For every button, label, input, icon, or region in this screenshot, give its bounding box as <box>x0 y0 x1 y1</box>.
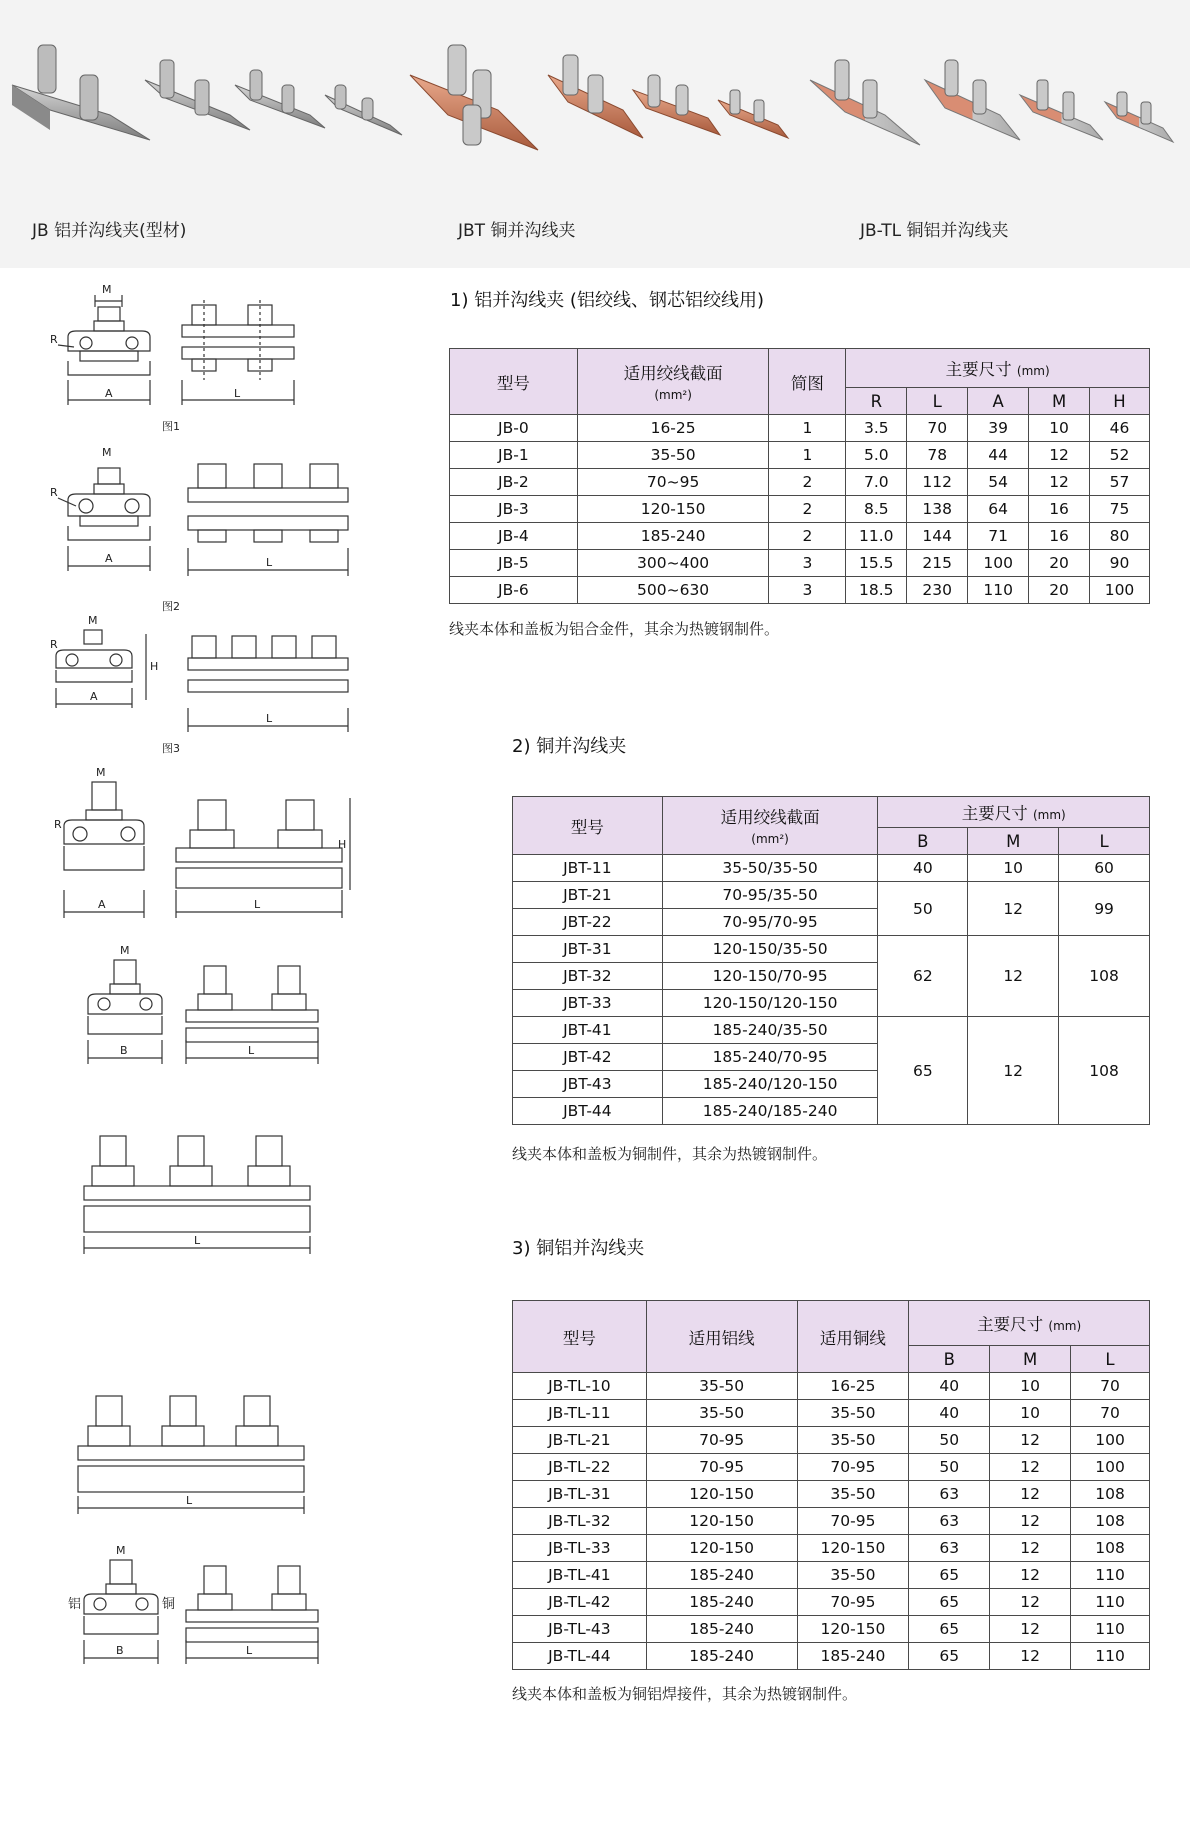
table-cell: 108 <box>1071 1508 1150 1535</box>
table-row <box>513 1400 1150 1427</box>
col-header-dims: 主要尺寸 (mm) <box>846 349 1150 388</box>
section-3-note: 线夹本体和盖板为铜铝焊接件，其余为热镀钢制件。 <box>512 1685 858 1703</box>
table-cell: 46 <box>1090 415 1150 442</box>
table-cell: 185-240 <box>646 1643 797 1670</box>
table-cell: 57 <box>1090 469 1150 496</box>
col-header-dims: 主要尺寸 (mm) <box>909 1301 1150 1346</box>
table-cell-section: 185-240/120-150 <box>662 1071 878 1098</box>
col-header-section: 适用绞线截面 (mm²) <box>662 797 878 855</box>
dim-label-a: A <box>105 552 113 565</box>
col-header-section-unit: (mm²) <box>751 832 789 846</box>
table-cell: 65 <box>909 1562 990 1589</box>
table-cell: 16-25 <box>797 1373 909 1400</box>
table-cell: 15.5 <box>846 550 907 577</box>
product-caption-jb: JB 铝并沟线夹(型材) <box>32 221 187 241</box>
col-header-dim-a: A <box>968 388 1029 415</box>
dim-label-m: M <box>102 446 112 459</box>
table-cell-model: JBT-42 <box>513 1044 663 1071</box>
dim-label-l: L <box>186 1494 193 1507</box>
table-cell: 12 <box>990 1481 1071 1508</box>
table-cell: 20 <box>1029 550 1090 577</box>
section-2-title: 2) 铜并沟线夹 <box>512 736 627 757</box>
table-cell-model: JBT-11 <box>513 855 663 882</box>
dim-label-l: L <box>266 556 273 569</box>
table-cell-dim-l: 108 <box>1059 1017 1150 1125</box>
table-jb-tl-copper-aluminum <box>512 1300 1150 1670</box>
table-cell-dim-m: 12 <box>968 1017 1059 1125</box>
table-cell: 35-50 <box>797 1400 909 1427</box>
dim-label-l: L <box>248 1044 255 1057</box>
table-row <box>450 469 1150 496</box>
col-header-model: 型号 <box>450 349 578 415</box>
dim-label-r: R <box>50 638 58 651</box>
col-header-section-unit: (mm²) <box>654 388 692 402</box>
table-cell-model: JBT-31 <box>513 936 663 963</box>
table-cell-model: JBT-33 <box>513 990 663 1017</box>
table-cell: 12 <box>1029 469 1090 496</box>
table-cell: 500~630 <box>577 577 769 604</box>
dim-label-a: A <box>90 690 98 703</box>
table-cell-section: 120-150/120-150 <box>662 990 878 1017</box>
table-cell: 70 <box>1071 1373 1150 1400</box>
table-cell-dim-m: 10 <box>968 855 1059 882</box>
table-cell-model: JBT-43 <box>513 1071 663 1098</box>
table-cell: 12 <box>990 1643 1071 1670</box>
drawing-cu-al-clamp-small <box>66 1540 326 1680</box>
drawing-cu-al-clamp-3bolt <box>70 1390 320 1520</box>
table-cell: 5.0 <box>846 442 907 469</box>
table-cell: 120-150 <box>797 1535 909 1562</box>
table-cell: 230 <box>907 577 968 604</box>
table-cell: 35-50 <box>577 442 769 469</box>
table-cell: JB-4 <box>450 523 578 550</box>
col-header-dim-m: M <box>1029 388 1090 415</box>
table-cell: 16 <box>1029 496 1090 523</box>
table-cell-dim-l: 60 <box>1059 855 1150 882</box>
label-aluminum-side: 铝 <box>68 1597 82 1612</box>
table-cell: 70-95 <box>646 1427 797 1454</box>
dim-label-b: B <box>120 1044 128 1057</box>
table-cell-dim-b: 50 <box>878 882 968 936</box>
table-cell: 12 <box>990 1589 1071 1616</box>
table-cell: JB-0 <box>450 415 578 442</box>
dim-label-a: A <box>98 898 106 911</box>
table-cell: 8.5 <box>846 496 907 523</box>
table-cell: 138 <box>907 496 968 523</box>
table-cell: 110 <box>1071 1562 1150 1589</box>
table-cell: 108 <box>1071 1535 1150 1562</box>
dim-label-h: H <box>338 838 347 851</box>
table-cell: JB-TL-44 <box>513 1643 647 1670</box>
col-header-dim-l: L <box>907 388 968 415</box>
table-row <box>513 1616 1150 1643</box>
col-header-dim-m: M <box>990 1346 1071 1373</box>
table-cell-model: JBT-22 <box>513 909 663 936</box>
table-row <box>513 1535 1150 1562</box>
table-row <box>513 882 1150 909</box>
table-cell: JB-2 <box>450 469 578 496</box>
drawing-copper-clamp-small <box>80 940 330 1080</box>
dim-label-m: M <box>88 614 98 627</box>
col-header-model: 型号 <box>513 797 663 855</box>
table-cell: 70-95 <box>797 1589 909 1616</box>
product-caption-jbt: JBT 铜并沟线夹 <box>458 221 576 241</box>
table-cell: JB-TL-33 <box>513 1535 647 1562</box>
table-cell: 35-50 <box>646 1400 797 1427</box>
table-cell: 120-150 <box>646 1535 797 1562</box>
section-1-title: 1) 铝并沟线夹 (铝绞线、钢芯铝绞线用) <box>450 290 764 311</box>
figure-caption-3: 图3 <box>162 742 180 755</box>
table-cell: 63 <box>909 1535 990 1562</box>
table-row <box>513 1508 1150 1535</box>
table-cell: 3.5 <box>846 415 907 442</box>
table-cell-model: JBT-44 <box>513 1098 663 1125</box>
table-cell: 100 <box>1071 1427 1150 1454</box>
dim-label-l: L <box>246 1644 253 1657</box>
dim-label-m: M <box>116 1544 126 1557</box>
table-cell-dim-m: 12 <box>968 936 1059 1017</box>
table-cell: 120-150 <box>646 1481 797 1508</box>
table-cell: 120-150 <box>577 496 769 523</box>
table-cell: 112 <box>907 469 968 496</box>
table-cell: JB-3 <box>450 496 578 523</box>
drawing-copper-clamp-2bolt <box>50 760 360 930</box>
col-header-cu: 适用铜线 <box>797 1301 909 1373</box>
table-cell: 54 <box>968 469 1029 496</box>
table-row <box>450 550 1150 577</box>
table-cell: 16 <box>1029 523 1090 550</box>
table-row <box>450 442 1150 469</box>
col-header-dim-b: B <box>909 1346 990 1373</box>
table-row <box>513 936 1150 963</box>
section-2-note: 线夹本体和盖板为铜制件，其余为热镀钢制件。 <box>512 1145 828 1163</box>
drawing-figure-3 <box>50 608 360 758</box>
table-cell: 110 <box>1071 1616 1150 1643</box>
dim-label-l: L <box>266 712 273 725</box>
table-cell: 110 <box>1071 1589 1150 1616</box>
table-cell-section: 35-50/35-50 <box>662 855 878 882</box>
table-cell: JB-TL-41 <box>513 1562 647 1589</box>
table-cell: 185-240 <box>577 523 769 550</box>
table-row <box>513 1017 1150 1044</box>
figure-caption-2: 图2 <box>162 600 180 613</box>
table-cell-model: JBT-41 <box>513 1017 663 1044</box>
table-cell: 215 <box>907 550 968 577</box>
table-cell: 40 <box>909 1400 990 1427</box>
table-cell: 12 <box>990 1535 1071 1562</box>
table-cell: JB-6 <box>450 577 578 604</box>
table-cell: 12 <box>1029 442 1090 469</box>
table-cell: 63 <box>909 1481 990 1508</box>
table-row <box>513 1454 1150 1481</box>
col-header-dims-unit: (mm) <box>1048 1319 1082 1333</box>
table-cell: 50 <box>909 1454 990 1481</box>
table-cell: 2 <box>769 469 846 496</box>
col-header-dim-b: B <box>878 828 968 855</box>
table-cell: 71 <box>968 523 1029 550</box>
table-cell: 3 <box>769 577 846 604</box>
col-header-dim-l: L <box>1059 828 1150 855</box>
table-cell: 35-50 <box>797 1562 909 1589</box>
table-cell: 100 <box>968 550 1029 577</box>
table-cell: JB-TL-11 <box>513 1400 647 1427</box>
table-cell: 12 <box>990 1616 1071 1643</box>
table-cell-section: 185-240/185-240 <box>662 1098 878 1125</box>
table-cell: 18.5 <box>846 577 907 604</box>
dim-label-l: L <box>194 1234 201 1247</box>
table-cell: 144 <box>907 523 968 550</box>
table-cell: 63 <box>909 1508 990 1535</box>
table-cell: 12 <box>990 1562 1071 1589</box>
table-cell: 185-240 <box>646 1589 797 1616</box>
col-header-dims: 主要尺寸 (mm) <box>878 797 1150 828</box>
table-cell: JB-TL-22 <box>513 1454 647 1481</box>
table-cell: 39 <box>968 415 1029 442</box>
table-cell: 65 <box>909 1589 990 1616</box>
drawing-figure-1 <box>50 285 320 435</box>
table-cell-section: 120-150/35-50 <box>662 936 878 963</box>
product-caption-jb-tl: JB-TL 铜铝并沟线夹 <box>860 221 1009 241</box>
table-cell: JB-TL-32 <box>513 1508 647 1535</box>
table-cell: 64 <box>968 496 1029 523</box>
table-cell: 10 <box>990 1400 1071 1427</box>
table-cell: 70 <box>907 415 968 442</box>
dim-label-l: L <box>234 387 241 400</box>
table-row <box>450 577 1150 604</box>
dim-label-l: L <box>254 898 261 911</box>
table-cell: 78 <box>907 442 968 469</box>
dim-label-r: R <box>50 486 58 499</box>
table-cell: JB-TL-21 <box>513 1427 647 1454</box>
table-row <box>513 1373 1150 1400</box>
table-cell: 10 <box>1029 415 1090 442</box>
table-cell: 120-150 <box>797 1616 909 1643</box>
table-cell: 44 <box>968 442 1029 469</box>
table-cell: 185-240 <box>646 1616 797 1643</box>
table-cell: 90 <box>1090 550 1150 577</box>
drawing-figure-2 <box>50 438 360 618</box>
table-cell: 7.0 <box>846 469 907 496</box>
dim-label-b: B <box>116 1644 124 1657</box>
table-cell: 12 <box>990 1427 1071 1454</box>
table-cell: JB-TL-31 <box>513 1481 647 1508</box>
table-row <box>450 415 1150 442</box>
table-cell: 108 <box>1071 1481 1150 1508</box>
table-cell: JB-TL-10 <box>513 1373 647 1400</box>
table-cell: 2 <box>769 523 846 550</box>
table-cell-model: JBT-21 <box>513 882 663 909</box>
col-header-dim-l: L <box>1071 1346 1150 1373</box>
jb-aluminum-clamps-illustration <box>10 30 410 190</box>
table-cell: 110 <box>1071 1643 1150 1670</box>
table-cell: 2 <box>769 496 846 523</box>
table-cell-section: 120-150/70-95 <box>662 963 878 990</box>
col-header-dims-unit: (mm) <box>1032 808 1066 822</box>
col-header-dim-h: H <box>1090 388 1150 415</box>
table-cell: 185-240 <box>797 1643 909 1670</box>
table-cell: 70-95 <box>646 1454 797 1481</box>
table-cell: 110 <box>968 577 1029 604</box>
dim-label-m: M <box>102 285 112 296</box>
table-cell: JB-TL-42 <box>513 1589 647 1616</box>
table-cell: 52 <box>1090 442 1150 469</box>
table-cell: 70~95 <box>577 469 769 496</box>
table-jbt-copper <box>512 796 1150 1125</box>
table-cell-section: 185-240/35-50 <box>662 1017 878 1044</box>
table-row <box>450 496 1150 523</box>
table-cell: 65 <box>909 1643 990 1670</box>
table-cell: 20 <box>1029 577 1090 604</box>
table-cell: JB-1 <box>450 442 578 469</box>
table-cell: 40 <box>909 1373 990 1400</box>
col-header-figure: 简图 <box>769 349 846 415</box>
table-cell: JB-TL-43 <box>513 1616 647 1643</box>
col-header-al: 适用铝线 <box>646 1301 797 1373</box>
dim-label-m: M <box>120 944 130 957</box>
table-cell: 1 <box>769 415 846 442</box>
table-cell: 300~400 <box>577 550 769 577</box>
table-cell: 70-95 <box>797 1454 909 1481</box>
table-cell-section: 185-240/70-95 <box>662 1044 878 1071</box>
table-cell: 65 <box>909 1616 990 1643</box>
table-cell: 50 <box>909 1427 990 1454</box>
label-copper-side: 铜 <box>162 1597 176 1612</box>
table-cell: 1 <box>769 442 846 469</box>
table-cell: 10 <box>990 1373 1071 1400</box>
table-cell: 70 <box>1071 1400 1150 1427</box>
table-cell: 80 <box>1090 523 1150 550</box>
table-row <box>513 1562 1150 1589</box>
figure-caption-1: 图1 <box>162 420 180 433</box>
table-row <box>513 855 1150 882</box>
table-cell: 11.0 <box>846 523 907 550</box>
table-row <box>450 523 1150 550</box>
table-row <box>513 1427 1150 1454</box>
section-3-title: 3) 铜铝并沟线夹 <box>512 1238 645 1259</box>
col-header-dim-m: M <box>968 828 1059 855</box>
col-header-section: 适用绞线截面 (mm²) <box>577 349 769 415</box>
col-header-model: 型号 <box>513 1301 647 1373</box>
table-row <box>513 1589 1150 1616</box>
table-cell: 100 <box>1071 1454 1150 1481</box>
table-cell: 185-240 <box>646 1562 797 1589</box>
table-cell-section: 70-95/35-50 <box>662 882 878 909</box>
table-cell: 70-95 <box>797 1508 909 1535</box>
table-cell: 16-25 <box>577 415 769 442</box>
table-cell-dim-l: 99 <box>1059 882 1150 936</box>
dim-label-m: M <box>96 766 106 779</box>
drawing-copper-clamp-3bolt <box>80 1130 330 1260</box>
table-cell-dim-b: 62 <box>878 936 968 1017</box>
table-cell: 3 <box>769 550 846 577</box>
table-cell-dim-b: 65 <box>878 1017 968 1125</box>
table-jb-aluminum <box>449 348 1150 604</box>
dim-label-h: H <box>150 660 159 673</box>
table-row <box>513 1643 1150 1670</box>
table-cell: 100 <box>1090 577 1150 604</box>
dim-label-r: R <box>50 333 58 346</box>
table-row <box>513 1481 1150 1508</box>
table-cell: 35-50 <box>797 1481 909 1508</box>
table-cell: 12 <box>990 1454 1071 1481</box>
table-cell-dim-l: 108 <box>1059 936 1150 1017</box>
col-header-dims-unit: (mm) <box>1016 364 1050 378</box>
section-1-note: 线夹本体和盖板为铝合金件，其余为热镀钢制件。 <box>449 620 780 638</box>
col-header-dim-r: R <box>846 388 907 415</box>
table-cell-dim-m: 12 <box>968 882 1059 936</box>
dim-label-a: A <box>105 387 113 400</box>
table-cell-dim-b: 40 <box>878 855 968 882</box>
jbt-copper-clamps-illustration <box>408 30 798 190</box>
table-cell: 35-50 <box>797 1427 909 1454</box>
table-cell-section: 70-95/70-95 <box>662 909 878 936</box>
table-cell: 35-50 <box>646 1373 797 1400</box>
jb-tl-copper-aluminum-clamps-illustration <box>805 40 1185 190</box>
table-cell: JB-5 <box>450 550 578 577</box>
table-cell: 12 <box>990 1508 1071 1535</box>
dim-label-r: R <box>54 818 62 831</box>
table-cell-model: JBT-32 <box>513 963 663 990</box>
table-cell: 120-150 <box>646 1508 797 1535</box>
table-cell: 75 <box>1090 496 1150 523</box>
